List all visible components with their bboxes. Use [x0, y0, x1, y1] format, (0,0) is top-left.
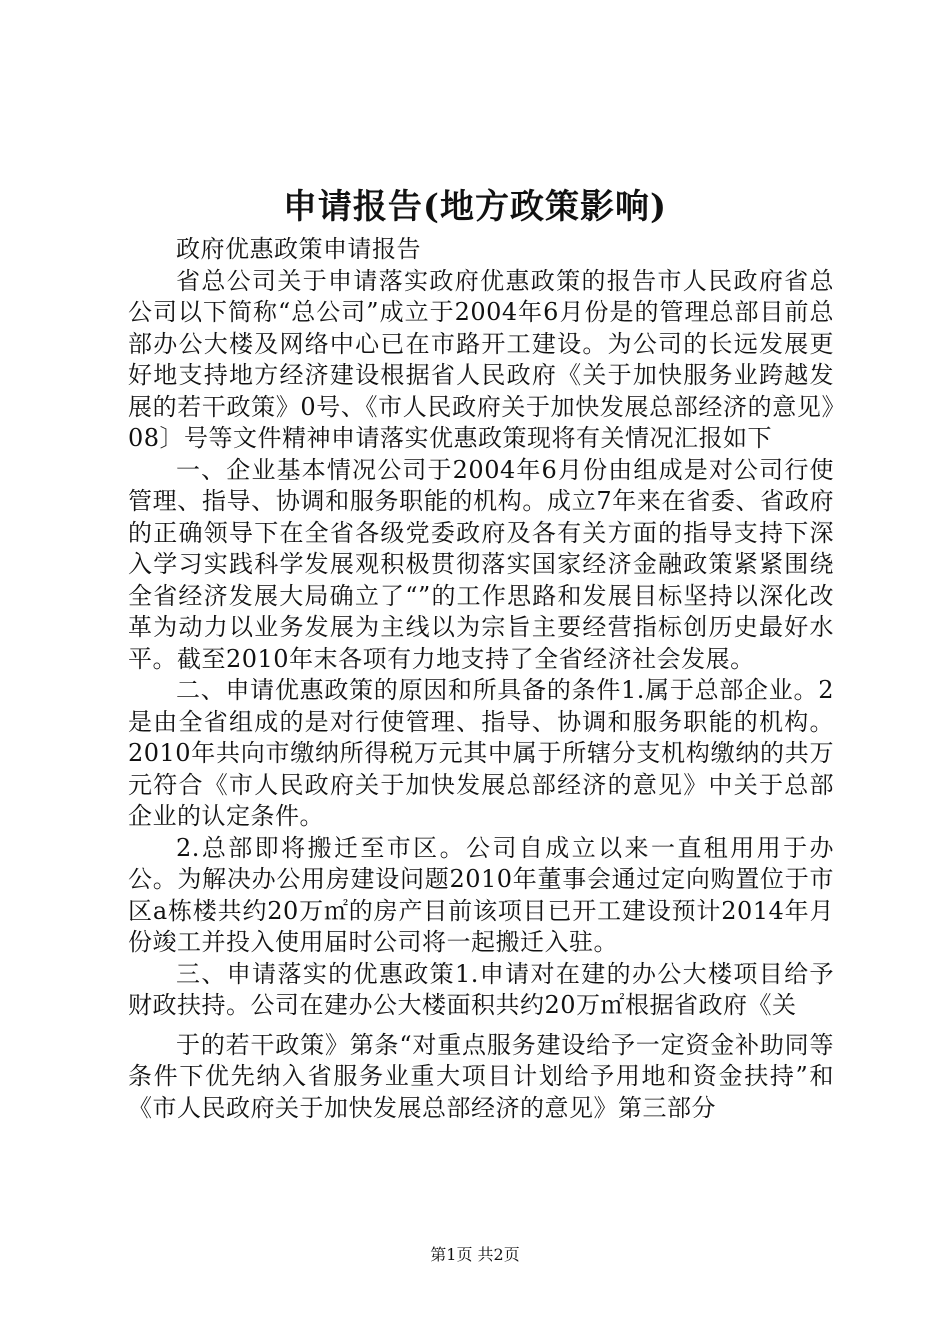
paragraph-section-3: 三、申请落实的优惠政策1.申请对在建的办公大楼项目给予财政扶持。公司在建办公大楼面积共约20万㎡根据省政府《关	[128, 959, 834, 1019]
paragraph-section-2-item-2: 2.总部即将搬迁至市区。公司自成立以来一直租用用于办公。为解决办公用房建设问题2010年董事会通过定向购置位于市区a栋楼共约20万㎡的房产目前该项目已开工建设预计2014年月份竣工并投入使用届时公司将一起搬迁入驻。	[128, 833, 834, 956]
paragraph-section-1: 一、企业基本情况公司于2004年6月份由组成是对公司行使管理、指导、协调和服务职能的机构。成立7年来在省委、省政府的正确领导下在全省各级党委政府及各有关方面的指导支持下深入学习实践科学发展观积极贯彻落实国家经济金融政策紧紧围绕全省经济发展大局确立了“”的工作思路和发展目标坚持以深化改革为动力以业务发展为主线以为宗旨主要经营指标创历史最好水平。截至2010年末各项有力地支持了全省经济社会发展。	[128, 455, 834, 673]
paragraph-heading: 政府优惠政策申请报告	[176, 235, 421, 263]
paragraph-intro: 省总公司关于申请落实政府优惠政策的报告市人民政府省总公司以下简称“总公司”成立于2004年6月份是的管理总部目前总部办公大楼及网络中心已在市路开工建设。为公司的长远发展更好地支持地方经济建设根据省人民政府《关于加快服务业跨越发展的若干政策》0号、《市人民政府关于加快发展总部经济的意见》08〕号等文件精神申请落实优惠政策现将有关情况汇报如下	[128, 266, 834, 452]
paragraph-section-3-continued: 于的若干政策》第条“对重点服务建设给予一定资金补助同等条件下优先纳入省服务业重大项目计划给予用地和资金扶持”和《市人民政府关于加快发展总部经济的意见》第三部分	[128, 1030, 834, 1122]
document-body	[128, 234, 834, 1124]
page-number-footer: 第1页 共2页	[430, 1245, 520, 1264]
document-title: 申请报告(地方政策影响)	[282, 187, 668, 227]
paragraph-section-2: 二、申请优惠政策的原因和所具备的条件1.属于总部企业。2是由全省组成的是对行使管理、指导、协调和服务职能的机构。2010年共向市缴纳所得税万元其中属于所辖分支机构缴纳的共万元符合《市人民政府关于加快发展总部经济的意见》中关于总部企业的认定条件。	[128, 676, 834, 830]
